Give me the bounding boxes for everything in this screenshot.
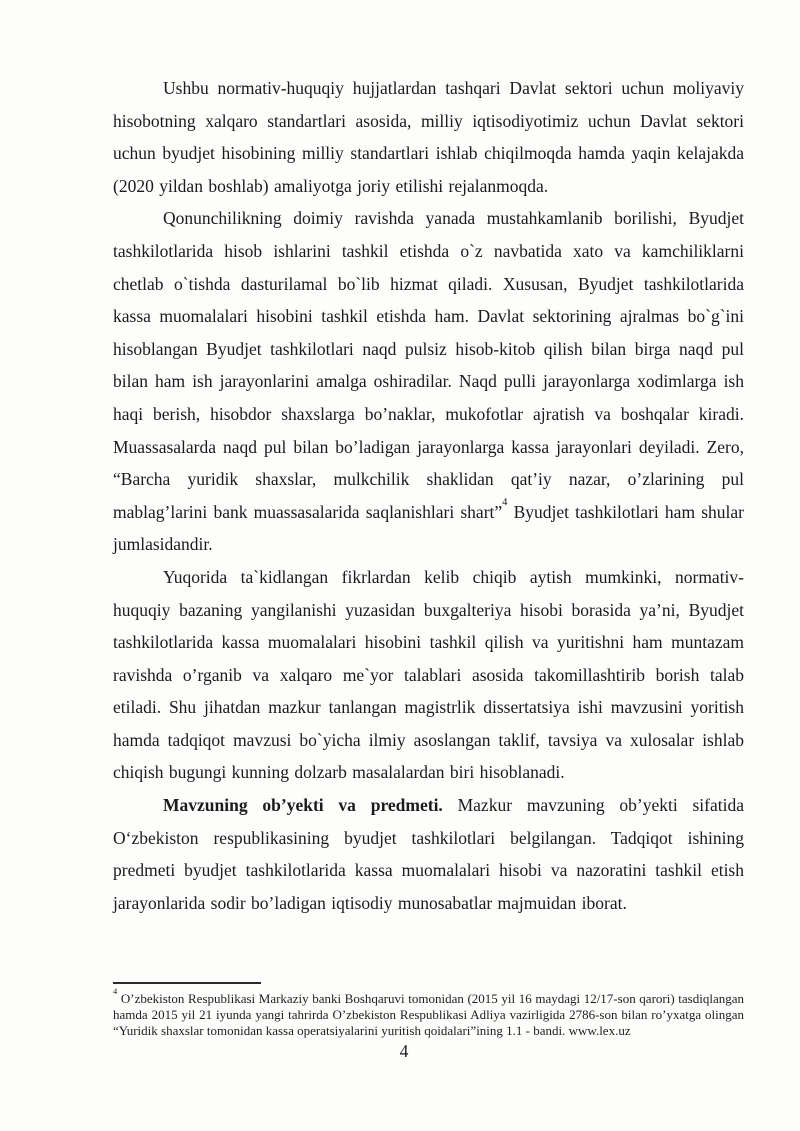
paragraph-4-text: Mazkur mavzuning ob’yekti sifatida O‘zbekiston respublikasining byudjet tashkilotlari belgilangan. Tadqiqot ishining predmeti byudjet tashkilotlarida kassa muomalalari hisobi va nazoratini tashkil etish jarayonlarida sodir bo’ladigan iqtisodiy munosabatlar majmuidan iborat. (113, 795, 744, 913)
footnote-area (113, 982, 744, 1038)
paragraph-2 (113, 202, 744, 561)
footnote-reference-marker: 4 (502, 496, 508, 508)
footnote-number: 4 (113, 985, 118, 996)
footnote (113, 985, 744, 1038)
paragraph-2-text-before-ref: Qonunchilikning doimiy ravishda yanada mustahkamlanib borilishi, Byudjet tashkilotlarida hisob ishlarini tashkil etishda o`z navbatida xato va kamchiliklarni chetlab o`tishda dasturilamal bo`lib hizmat qiladi. Xususan, Byudjet tashkilotlarida kassa muomalalari hisobini tashkil etishda ham. Davlat sektorining ajralmas bo`g`ini hisoblangan Byudjet tashkilotlari naqd pulsiz hisob-kitob qilish bilan birga naqd pul bilan ham ish jarayonlarini amalga oshiradilar. Naqd pulli jarayonlarga xodimlarga ish haqi berish, hisobdor shaxslarga bo’naklar, mukofotlar ajratish va boshqalar kiradi. Muassasalarda naqd pul bilan bo’ladigan jarayonlarga kassa jarayonlari deyiladi. Zero, “Barcha yuridik shaxslar, mulkchilik shaklidan qat’iy nazar, o’zlarining pul mablag’larini bank muassasalarida saqlanishlari shart” (113, 208, 744, 522)
page-number: 4 (399, 1041, 409, 1061)
footnote-separator-line (113, 982, 261, 984)
paragraph-4 (113, 789, 744, 919)
paragraph-4-bold-heading: Mavzuning ob’yekti va predmeti. (163, 795, 443, 816)
page-body (113, 72, 744, 919)
paragraph-3: Yuqorida ta`kidlangan fikrlardan kelib chiqib aytish mumkinki, normativ-huquqiy bazaning yangilanishi yuzasidan buxgalteriya hisobi borasida ya’ni, Byudjet tashkilotlarida kassa muomalalari hisobini tashkil qilish va yuritishni ham muntazam ravishda o’rganib va xalqaro me`yor talablari asosida takomillashtirib borish talab etiladi. Shu jihatdan mazkur tanlangan magistrlik dissertatsiya ishi mavzusini yoritish hamda tadqiqot mavzusi bo`yicha ilmiy asoslangan taklif, tavsiya va xulosalar ishlab chiqish bugungi kunning dolzarb masalalardan biri hisoblanadi. (113, 566, 744, 783)
paragraph-2-text-after-ref: Byudjet tashkilotlari ham shular jumlasidandir. (113, 501, 745, 555)
footnote-text: O’zbekiston Respublikasi Markaziy banki Boshqaruvi tomonidan (2015 yil 16 maydagi 12/17-son qarori) tasdiqlangan hamda 2015 yil 21 iyunda yangi tahrirda O’zbekiston Respublikasi Adliya vazirligida 2786-son bilan ro’yxatga olingan “Yuridik shaxslar tomonidan kassa operatsiyalarini yuritish qoidalari”ining 1.1 - bandi. www.lex.uz (113, 991, 744, 1038)
paragraph-1: Ushbu normativ-huquqiy hujjatlardan tashqari Davlat sektori uchun moliyaviy hisobotning xalqaro standartlari asosida, milliy iqtisodiyotimiz uchun Davlat sektori uchun byudjet hisobining milliy standartlari ishlab chiqilmoqda hamda yaqin kelajakda (2020 yildan boshlab) amaliyotga joriy etilishi rejalanmoqda. (113, 78, 744, 196)
